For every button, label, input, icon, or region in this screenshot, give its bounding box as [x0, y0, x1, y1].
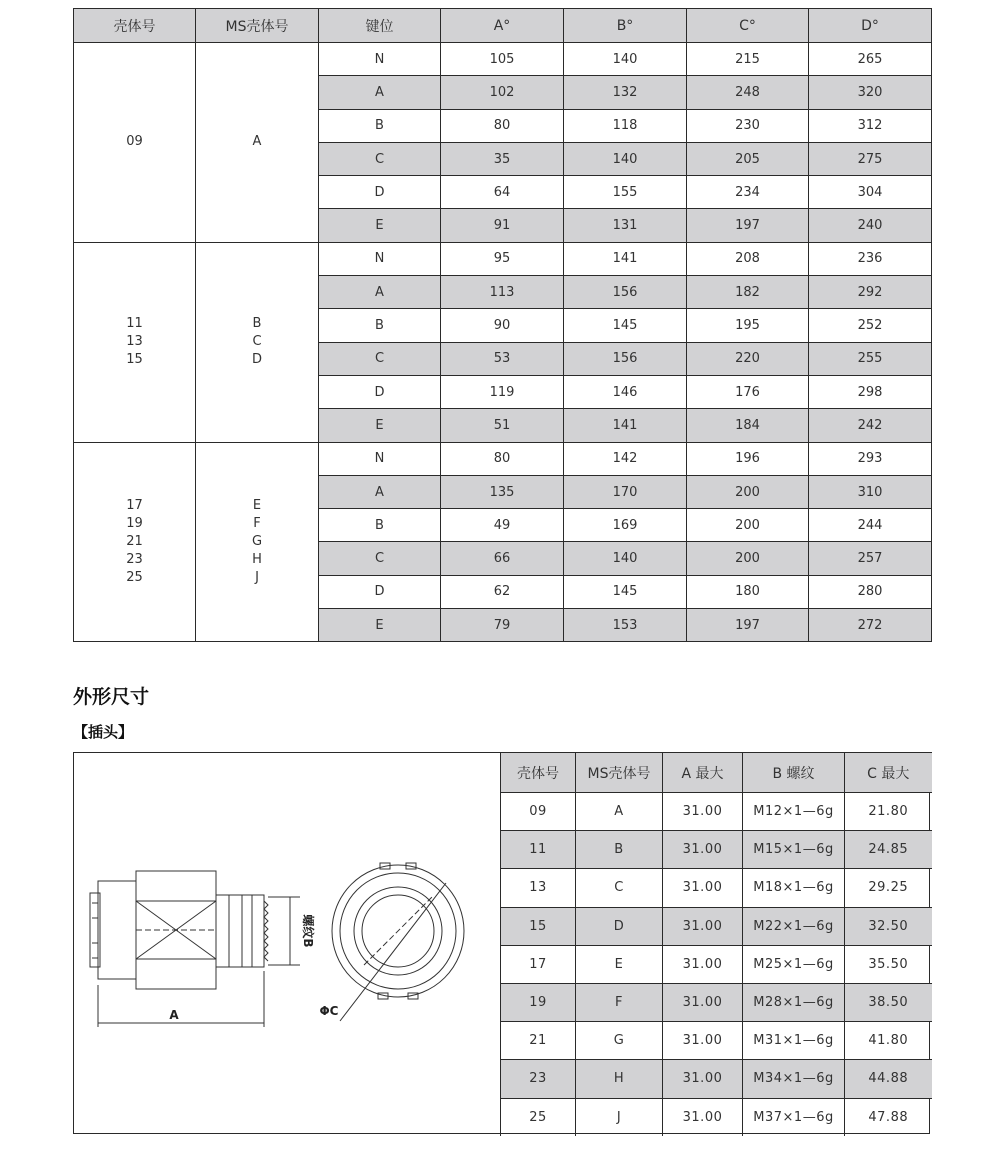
table2-header-row: [501, 753, 932, 793]
b-thread-cell: M25×1—6g: [743, 945, 845, 983]
angle-a-cell: 80: [441, 442, 564, 475]
table-row: [501, 907, 932, 945]
key-position-cell: N: [319, 43, 441, 76]
a-max-cell: 31.00: [663, 907, 743, 945]
angle-d-cell: 275: [809, 142, 932, 175]
key-position-cell: D: [319, 176, 441, 209]
table-row: [74, 242, 932, 275]
angle-c-cell: 220: [687, 342, 809, 375]
plug-subtitle: 【插头】: [73, 723, 134, 741]
a-max-cell: 31.00: [663, 1098, 743, 1136]
angle-c-cell: 205: [687, 142, 809, 175]
a-max-cell: 31.00: [663, 945, 743, 983]
key-position-cell: N: [319, 442, 441, 475]
shell-number-cell: 09: [74, 43, 196, 243]
angle-d-cell: 280: [809, 575, 932, 608]
angle-d-cell: 298: [809, 375, 932, 408]
shell-number-cell: 17 19 21 23 25: [74, 442, 196, 642]
header-angle-a: A°: [441, 9, 564, 43]
angle-c-cell: 184: [687, 409, 809, 442]
angle-d-cell: 240: [809, 209, 932, 242]
key-position-cell: D: [319, 575, 441, 608]
thread-shape: [264, 901, 268, 961]
table-row: [501, 945, 932, 983]
a-max-cell: 31.00: [663, 793, 743, 831]
angle-c-cell: 234: [687, 176, 809, 209]
a-max-cell: 31.00: [663, 869, 743, 907]
shell-cell: 25: [501, 1098, 576, 1136]
table-row: [501, 869, 932, 907]
header-ms-shell: MS壳体号: [196, 9, 319, 43]
angle-b-cell: 132: [564, 76, 687, 109]
angle-d-cell: 272: [809, 609, 932, 642]
c-max-cell: 35.50: [845, 945, 932, 983]
angle-b-cell: 145: [564, 309, 687, 342]
shell-number-cell: 11 13 15: [74, 242, 196, 442]
key-position-cell: A: [319, 276, 441, 309]
angle-d-cell: 310: [809, 475, 932, 508]
angle-c-cell: 180: [687, 575, 809, 608]
dimension-c-line: [340, 883, 446, 1021]
ms-shell-cell: B: [576, 831, 663, 869]
angle-b-cell: 145: [564, 575, 687, 608]
angle-a-cell: 91: [441, 209, 564, 242]
header-angle-c: C°: [687, 9, 809, 43]
angle-a-cell: 135: [441, 475, 564, 508]
key-position-cell: E: [319, 609, 441, 642]
angle-b-cell: 140: [564, 542, 687, 575]
table-row: [501, 831, 932, 869]
b-thread-cell: M15×1—6g: [743, 831, 845, 869]
table-row: [501, 1022, 932, 1060]
angle-a-cell: 90: [441, 309, 564, 342]
angle-a-cell: 119: [441, 375, 564, 408]
angle-c-cell: 176: [687, 375, 809, 408]
c-max-cell: 47.88: [845, 1098, 932, 1136]
key-position-cell: E: [319, 209, 441, 242]
b-thread-cell: M31×1—6g: [743, 1022, 845, 1060]
key-position-cell: A: [319, 475, 441, 508]
angle-d-cell: 257: [809, 542, 932, 575]
angle-b-cell: 153: [564, 609, 687, 642]
section-title: 外形尺寸: [73, 686, 150, 708]
key-position-cell: B: [319, 309, 441, 342]
angle-a-cell: 95: [441, 242, 564, 275]
angle-a-cell: 79: [441, 609, 564, 642]
angle-b-cell: 155: [564, 176, 687, 209]
angle-c-cell: 200: [687, 509, 809, 542]
key-position-table: [73, 8, 932, 642]
angle-d-cell: 304: [809, 176, 932, 209]
key-position-cell: E: [319, 409, 441, 442]
header-angle-d: D°: [809, 9, 932, 43]
b-thread-cell: M28×1—6g: [743, 983, 845, 1021]
angle-d-cell: 292: [809, 276, 932, 309]
front-barrel-shape: [216, 895, 264, 967]
header-angle-b: B°: [564, 9, 687, 43]
angle-d-cell: 244: [809, 509, 932, 542]
angle-b-cell: 156: [564, 342, 687, 375]
c-max-cell: 38.50: [845, 983, 932, 1021]
table-row: [501, 1060, 932, 1098]
angle-a-cell: 49: [441, 509, 564, 542]
angle-b-cell: 118: [564, 109, 687, 142]
angle-a-cell: 102: [441, 76, 564, 109]
c-max-cell: 44.88: [845, 1060, 932, 1098]
angle-a-cell: 64: [441, 176, 564, 209]
angle-d-cell: 252: [809, 309, 932, 342]
angle-a-cell: 35: [441, 142, 564, 175]
key-position-cell: B: [319, 509, 441, 542]
key-position-cell: C: [319, 342, 441, 375]
shell-cell: 15: [501, 907, 576, 945]
angle-c-cell: 215: [687, 43, 809, 76]
ms-shell-cell: A: [576, 793, 663, 831]
c-max-cell: 32.50: [845, 907, 932, 945]
a-max-cell: 31.00: [663, 831, 743, 869]
ms-shell-cell: J: [576, 1098, 663, 1136]
key-position-cell: C: [319, 542, 441, 575]
dimension-a-label: A: [169, 1008, 179, 1022]
ms-shell-cell: A: [196, 43, 319, 243]
table-row: [501, 1098, 932, 1136]
c-max-cell: 21.80: [845, 793, 932, 831]
ms-shell-cell: G: [576, 1022, 663, 1060]
angle-c-cell: 195: [687, 309, 809, 342]
ms-shell-cell: F: [576, 983, 663, 1021]
angle-d-cell: 255: [809, 342, 932, 375]
angle-d-cell: 236: [809, 242, 932, 275]
table2-body: [501, 793, 932, 1136]
b-thread-cell: M22×1—6g: [743, 907, 845, 945]
table-row: [74, 43, 932, 76]
rear-body-shape: [98, 881, 136, 979]
c-max-cell: 41.80: [845, 1022, 932, 1060]
angle-c-cell: 208: [687, 242, 809, 275]
ms-shell-cell: B C D: [196, 242, 319, 442]
angle-b-cell: 141: [564, 409, 687, 442]
angle-b-cell: 141: [564, 242, 687, 275]
b-thread-cell: M18×1—6g: [743, 869, 845, 907]
angle-c-cell: 200: [687, 475, 809, 508]
angle-a-cell: 80: [441, 109, 564, 142]
b-thread-cell: M34×1—6g: [743, 1060, 845, 1098]
angle-c-cell: 196: [687, 442, 809, 475]
header-shell: 壳体号: [74, 9, 196, 43]
key-position-cell: C: [319, 142, 441, 175]
table-row: [74, 442, 932, 475]
angle-a-cell: 51: [441, 409, 564, 442]
angle-d-cell: 320: [809, 76, 932, 109]
angle-c-cell: 200: [687, 542, 809, 575]
angle-b-cell: 169: [564, 509, 687, 542]
key-position-cell: A: [319, 76, 441, 109]
table1-header-row: [74, 9, 932, 43]
b-thread-cell: M37×1—6g: [743, 1098, 845, 1136]
table-row: [501, 983, 932, 1021]
angle-b-cell: 142: [564, 442, 687, 475]
a-max-cell: 31.00: [663, 1060, 743, 1098]
key-position-cell: N: [319, 242, 441, 275]
angle-a-cell: 105: [441, 43, 564, 76]
angle-a-cell: 113: [441, 276, 564, 309]
ms-shell-cell: E F G H J: [196, 442, 319, 642]
ms-shell-cell: E: [576, 945, 663, 983]
angle-c-cell: 248: [687, 76, 809, 109]
angle-b-cell: 156: [564, 276, 687, 309]
angle-d-cell: 312: [809, 109, 932, 142]
t2-header-a-max: A 最大: [663, 753, 743, 793]
plug-drawing: [74, 753, 500, 1133]
shell-cell: 19: [501, 983, 576, 1021]
angle-d-cell: 242: [809, 409, 932, 442]
c-max-cell: 29.25: [845, 869, 932, 907]
table1-body: [74, 43, 932, 642]
c-max-cell: 24.85: [845, 831, 932, 869]
angle-b-cell: 146: [564, 375, 687, 408]
b-thread-cell: M12×1—6g: [743, 793, 845, 831]
angle-a-cell: 66: [441, 542, 564, 575]
key-position-cell: D: [319, 375, 441, 408]
shell-cell: 21: [501, 1022, 576, 1060]
angle-b-cell: 140: [564, 142, 687, 175]
angle-c-cell: 182: [687, 276, 809, 309]
a-max-cell: 31.00: [663, 983, 743, 1021]
t2-header-ms-shell: MS壳体号: [576, 753, 663, 793]
angle-a-cell: 62: [441, 575, 564, 608]
t2-header-c-max: C 最大: [845, 753, 932, 793]
thread-b-label: 螺纹B: [301, 914, 315, 948]
angle-c-cell: 230: [687, 109, 809, 142]
angle-a-cell: 53: [441, 342, 564, 375]
angle-c-cell: 197: [687, 609, 809, 642]
t2-header-shell: 壳体号: [501, 753, 576, 793]
angle-b-cell: 170: [564, 475, 687, 508]
shell-cell: 23: [501, 1060, 576, 1098]
ms-shell-cell: D: [576, 907, 663, 945]
key-position-cell: B: [319, 109, 441, 142]
a-max-cell: 31.00: [663, 1022, 743, 1060]
header-key-position: 键位: [319, 9, 441, 43]
plug-dimension-table: [500, 752, 932, 1136]
ms-shell-cell: H: [576, 1060, 663, 1098]
table-row: [501, 793, 932, 831]
shell-cell: 11: [501, 831, 576, 869]
plug-dimension-box: [73, 752, 930, 1134]
t2-header-b-thread: B 螺纹: [743, 753, 845, 793]
shell-cell: 17: [501, 945, 576, 983]
angle-b-cell: 131: [564, 209, 687, 242]
angle-c-cell: 197: [687, 209, 809, 242]
ms-shell-cell: C: [576, 869, 663, 907]
shell-cell: 09: [501, 793, 576, 831]
angle-d-cell: 265: [809, 43, 932, 76]
angle-b-cell: 140: [564, 43, 687, 76]
diameter-c-label: ΦC: [319, 1004, 339, 1018]
shell-cell: 13: [501, 869, 576, 907]
angle-d-cell: 293: [809, 442, 932, 475]
